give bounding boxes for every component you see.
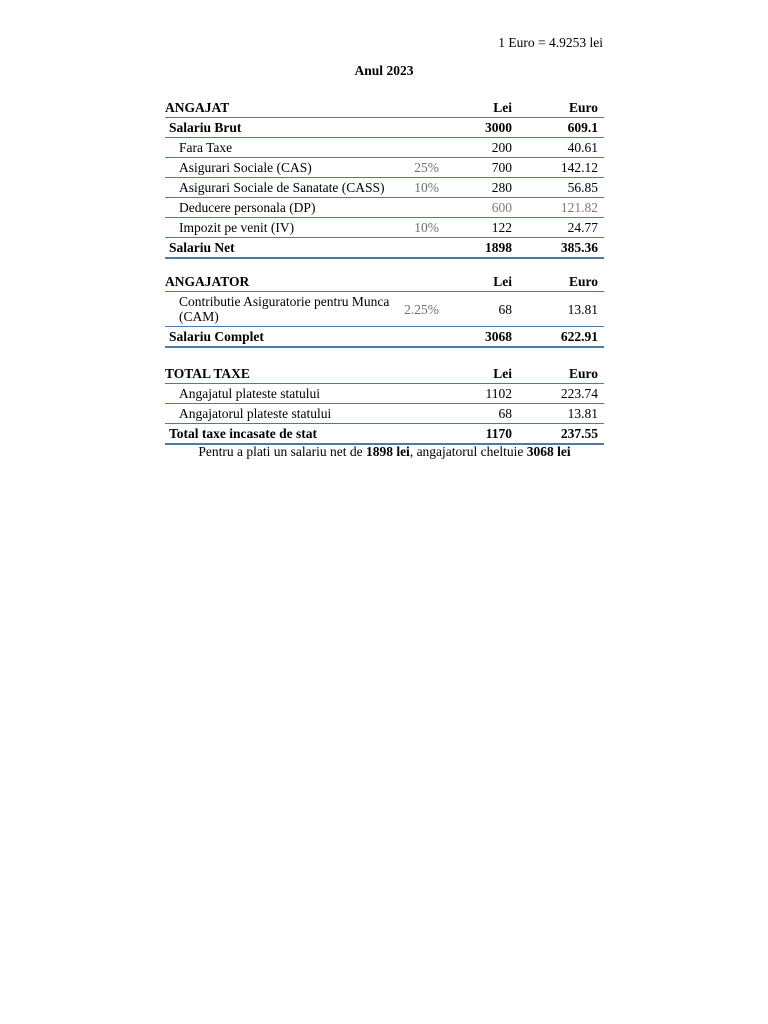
row-euro: 237.55 [518, 424, 604, 445]
row-label: Angajatorul plateste statului [165, 404, 401, 424]
table-row [165, 118, 604, 138]
row-pct: 25% [401, 158, 439, 178]
table-row [165, 218, 604, 238]
row-label: Asigurari Sociale de Sanatate (CASS) [165, 178, 401, 198]
row-euro: 24.77 [518, 218, 604, 238]
col-euro-header: Euro [518, 364, 604, 384]
row-lei: 1170 [439, 424, 518, 445]
angajat-table [165, 98, 604, 259]
row-lei: 122 [439, 218, 518, 238]
row-label: Impozit pe venit (IV) [165, 218, 401, 238]
row-pct [401, 327, 439, 348]
row-euro: 13.81 [518, 404, 604, 424]
table-row [165, 327, 604, 348]
section-total-taxe [165, 364, 604, 445]
row-label: Total taxe incasate de stat [165, 424, 401, 445]
row-pct [401, 424, 439, 445]
summary-prefix: Pentru a plati un salariu net de [198, 444, 366, 459]
row-pct [401, 404, 439, 424]
table-row [165, 238, 604, 259]
row-pct: 10% [401, 218, 439, 238]
summary-total-amount: 3068 lei [526, 444, 571, 459]
summary-net-amount: 1898 lei [365, 444, 410, 459]
row-pct: 2.25% [401, 292, 439, 327]
row-pct [401, 118, 439, 138]
exchange-rate: 1 Euro = 4.9253 lei [498, 35, 603, 50]
total-taxe-table [165, 364, 604, 445]
total-taxe-header-row [165, 364, 604, 384]
row-euro: 385.36 [518, 238, 604, 259]
row-pct [401, 138, 439, 158]
row-lei: 68 [439, 404, 518, 424]
row-lei: 1102 [439, 384, 518, 404]
row-lei: 280 [439, 178, 518, 198]
row-lei: 1898 [439, 238, 518, 259]
row-pct [401, 198, 439, 218]
row-pct [401, 384, 439, 404]
row-label: Angajatul plateste statului [165, 384, 401, 404]
row-lei: 600 [439, 198, 518, 218]
summary-sentence [165, 444, 604, 460]
row-euro: 56.85 [518, 178, 604, 198]
row-lei: 200 [439, 138, 518, 158]
row-euro: 622.91 [518, 327, 604, 348]
angajator-header-row [165, 272, 604, 292]
section-angajator [165, 272, 604, 348]
angajat-header-row [165, 98, 604, 118]
table-row [165, 424, 604, 445]
col-euro-header: Euro [518, 272, 604, 292]
table-row [165, 404, 604, 424]
summary-middle: , angajatorul cheltuie [409, 444, 527, 459]
row-euro: 142.12 [518, 158, 604, 178]
col-lei-header: Lei [439, 98, 518, 118]
section-title: TOTAL TAXE [165, 364, 401, 384]
row-pct: 10% [401, 178, 439, 198]
col-euro-header: Euro [518, 98, 604, 118]
col-lei-header: Lei [439, 272, 518, 292]
row-euro: 40.61 [518, 138, 604, 158]
row-lei: 3068 [439, 327, 518, 348]
row-lei: 700 [439, 158, 518, 178]
year-title: Anul 2023 [354, 63, 414, 78]
section-title: ANGAJAT [165, 98, 401, 118]
row-label: Contributie Asiguratorie pentru Munca (CAM) [165, 292, 401, 327]
angajator-table [165, 272, 604, 348]
section-title: ANGAJATOR [165, 272, 401, 292]
row-lei: 3000 [439, 118, 518, 138]
table-row [165, 292, 604, 327]
row-label: Salariu Brut [165, 118, 401, 138]
table-row [165, 384, 604, 404]
table-row [165, 138, 604, 158]
table-row [165, 198, 604, 218]
row-lei: 68 [439, 292, 518, 327]
section-angajat [165, 98, 604, 259]
row-euro: 121.82 [518, 198, 604, 218]
row-label: Deducere personala (DP) [165, 198, 401, 218]
table-row [165, 178, 604, 198]
row-label: Fara Taxe [165, 138, 401, 158]
row-euro: 223.74 [518, 384, 604, 404]
row-euro: 609.1 [518, 118, 604, 138]
col-lei-header: Lei [439, 364, 518, 384]
table-row [165, 158, 604, 178]
row-label: Salariu Net [165, 238, 401, 259]
row-label: Salariu Complet [165, 327, 401, 348]
row-euro: 13.81 [518, 292, 604, 327]
row-pct [401, 238, 439, 259]
row-label: Asigurari Sociale (CAS) [165, 158, 401, 178]
